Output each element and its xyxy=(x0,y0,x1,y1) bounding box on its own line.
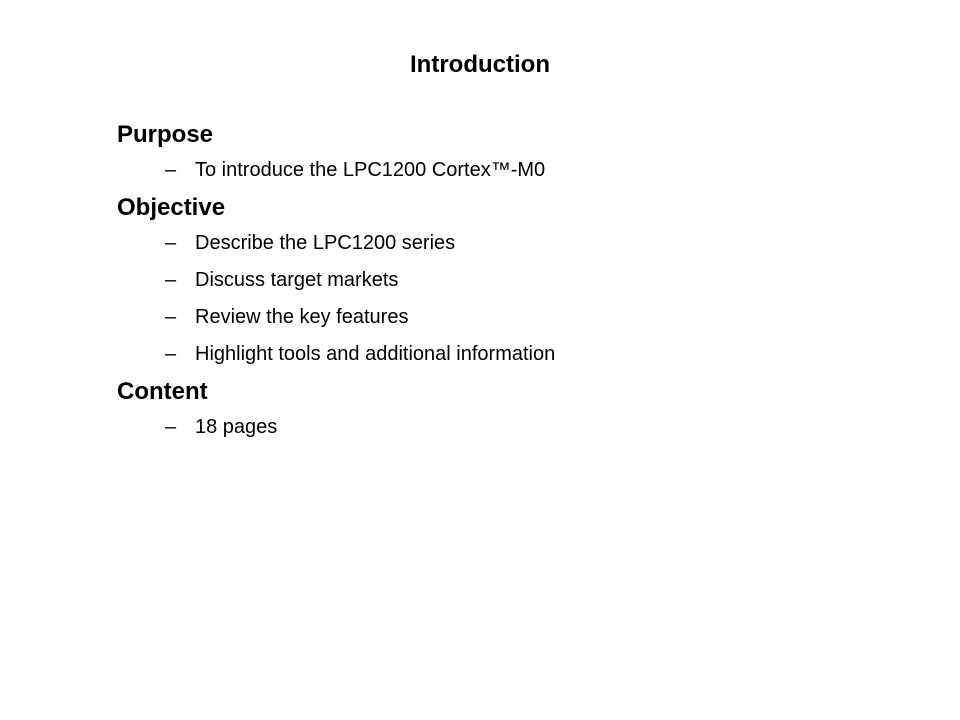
list-item xyxy=(117,336,897,373)
list-item-text: Highlight tools and additional information xyxy=(195,343,556,365)
list-item-text: Review the key features xyxy=(195,306,409,328)
list-item xyxy=(117,262,897,299)
list-item-text: Describe the LPC1200 series xyxy=(195,232,456,254)
section-content xyxy=(117,375,897,446)
dash-bullet-icon: – xyxy=(165,343,177,365)
section-heading: Objective xyxy=(117,194,226,221)
bullet-list xyxy=(117,225,897,373)
section-heading: Content xyxy=(117,378,208,405)
dash-bullet-icon: – xyxy=(165,159,177,181)
bullet-list xyxy=(117,409,897,446)
list-item xyxy=(117,225,897,262)
list-item-text: 18 pages xyxy=(195,416,278,438)
list-item xyxy=(117,299,897,336)
dash-bullet-icon: – xyxy=(165,416,177,438)
section-objective xyxy=(117,191,897,373)
section-purpose xyxy=(117,118,897,189)
list-item xyxy=(117,152,897,189)
dash-bullet-icon: – xyxy=(165,269,177,291)
slide-content xyxy=(117,118,897,446)
slide-title: Introduction xyxy=(410,51,550,78)
dash-bullet-icon: – xyxy=(165,232,177,254)
list-item-text: To introduce the LPC1200 Cortex™-M0 xyxy=(195,159,546,181)
dash-bullet-icon: – xyxy=(165,306,177,328)
section-heading: Purpose xyxy=(117,121,214,148)
list-item-text: Discuss target markets xyxy=(195,269,399,291)
bullet-list xyxy=(117,152,897,189)
list-item xyxy=(117,409,897,446)
